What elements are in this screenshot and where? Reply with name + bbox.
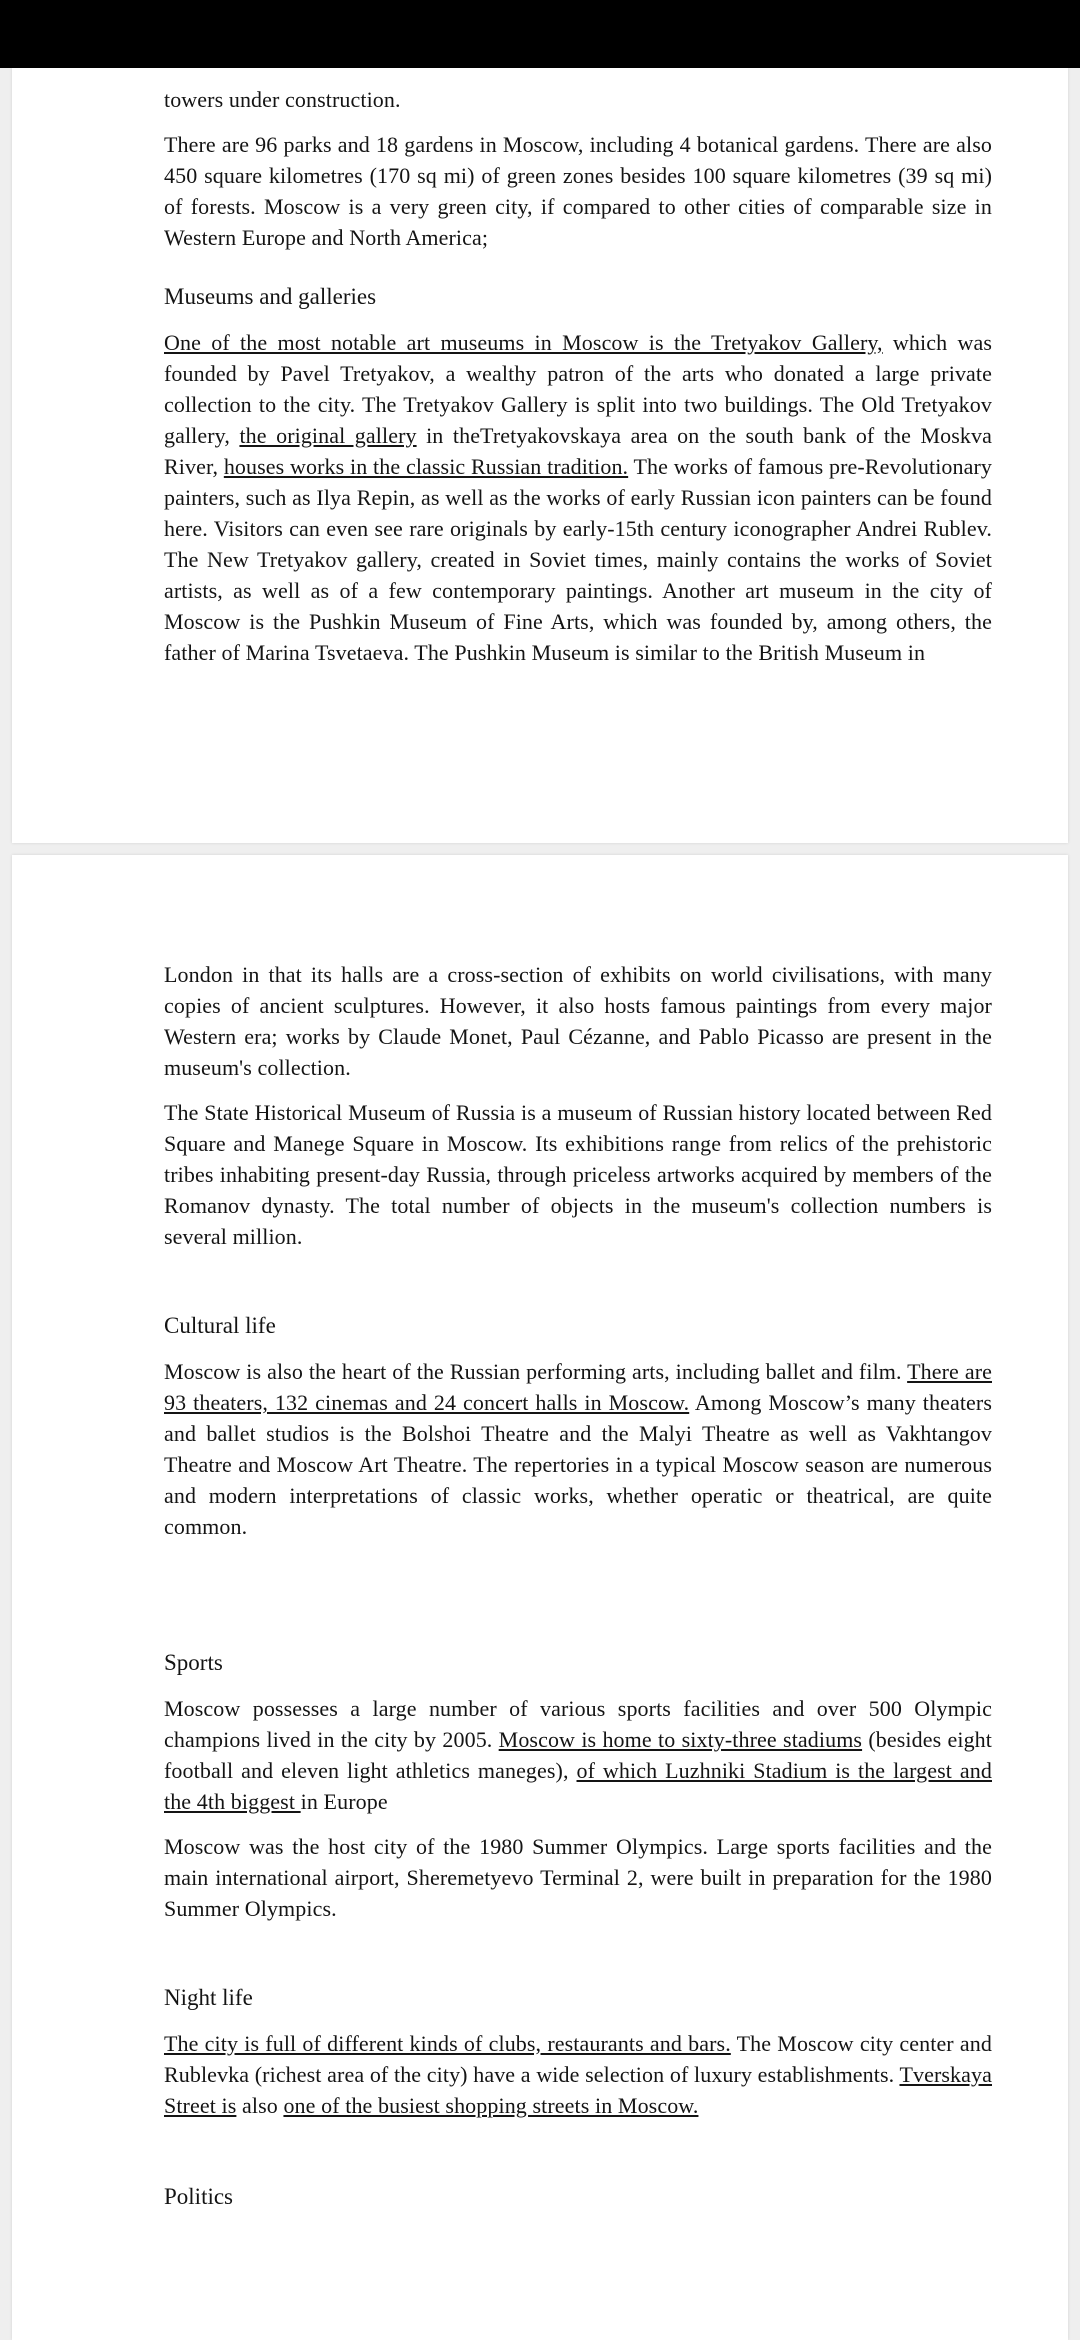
- text-run: The works of famous pre-Revolutionary painters, such as Ilya Repin, as well as the works of early Russian icon painters can be found here. Visitors can even see rare originals by early-15th century iconographer Andrei Rublev. The New Tretyakov gallery, created in Soviet times, mainly contains the works of Soviet artists, as well as of a few contemporary paintings. Another art museum in the city of Moscow is the Pushkin Museum of Fine Arts, which was founded by, among others, the father of Marina Tsvetaeva. The Pushkin Museum is similar to the British Museum in: [164, 454, 993, 665]
- heading-museums-and-galleries: Museums and galleries: [164, 284, 377, 309]
- paragraph-state-historical-museum: The State Historical Museum of Russia is a museum of Russian history located between Red Square and Manege Square in Moscow. Its exhibitions range from relics of the prehistoric tribes inhabiting present-day Russia, through priceless artworks acquired by members of the Romanov dynasty. The total number of objects in the museum's collection numbers is several million.: [164, 1100, 992, 1249]
- heading-politics: Politics: [164, 2184, 234, 2209]
- text-run: Among Moscow’s many theaters and ballet studios is the Bolshoi Theatre and the Malyi Theatre as well as Vakhtangov Theatre and Moscow Art Theatre. The repertories in a typical Moscow season are numerous and modern interpretations of classic works, whether operatic or theatrical, are quite common.: [164, 1390, 993, 1539]
- paragraph-sports-olympics: Moscow was the host city of the 1980 Summer Olympics. Large sports facilities and the main international airport, Sheremetyevo Terminal 2, were built in preparation for the 1980 Summer Olympics.: [164, 1834, 992, 1921]
- status-bar: [0, 0, 1080, 68]
- text-run: in theTretyakovskaya area on the south bank of the Moskva River,: [164, 423, 992, 479]
- text-run: (besides eight football and eleven light athletics maneges),: [164, 1727, 992, 1783]
- text-run: in Europe: [300, 1789, 388, 1814]
- document-scroll-area[interactable]: [0, 68, 1080, 2340]
- heading-sports: Sports: [164, 1650, 223, 1675]
- underlined-text-run: the original gallery: [239, 423, 417, 448]
- paragraph-fragment-towers: towers under construction.: [164, 87, 401, 112]
- text-run: also: [236, 2093, 284, 2118]
- text-run: Moscow possesses a large number of various sports facilities and over 500 Olympic champions lived in the city by 2005.: [164, 1696, 992, 1752]
- document-page-2: [12, 855, 1068, 2340]
- underlined-text-run: There are 93 theaters, 132 cinemas and 24 concert halls in Moscow.: [164, 1359, 992, 1415]
- underlined-text-run: houses works in the classic Russian tradition.: [223, 454, 629, 479]
- underlined-text-run: of which Luzhniki Stadium is the largest and the 4th biggest: [164, 1758, 992, 1814]
- heading-cultural-life: Cultural life: [164, 1313, 276, 1338]
- document-page-1: [12, 68, 1068, 843]
- underlined-text-run: Moscow is home to sixty-three stadiums: [498, 1727, 863, 1752]
- page-gap: [0, 843, 1080, 855]
- underlined-text-run: The city is full of different kinds of clubs, restaurants and bars.: [164, 2031, 731, 2056]
- text-run: which was founded by Pavel Tretyakov, a wealthy patron of the arts who donated a large private collection to the city. The Tretyakov Gallery is split into two buildings. The Old Tretyakov gallery,: [164, 330, 992, 448]
- underlined-text-run: Tverskaya Street is: [164, 2062, 992, 2118]
- text-run: Moscow is also the heart of the Russian performing arts, including ballet and film.: [164, 1359, 908, 1384]
- underlined-text-run: One of the most notable art museums in Moscow is the Tretyakov Gallery,: [164, 330, 883, 355]
- text-run: The Moscow city center and Rublevka (richest area of the city) have a wide selection of luxury establishments.: [164, 2031, 992, 2087]
- underlined-text-run: one of the busiest shopping streets in Moscow.: [283, 2093, 699, 2118]
- paragraph-cultural-life: [164, 1356, 992, 1542]
- paragraph-night-life: [164, 2028, 992, 2121]
- paragraph-london-comparison: London in that its halls are a cross-section of exhibits on world civilisations, with many copies of ancient sculptures. However, it also hosts famous paintings from every major Western era; works by Claude Monet, Paul Cézanne, and Pablo Picasso are present in the museum's collection.: [164, 962, 992, 1080]
- heading-night-life: Night life: [164, 1985, 253, 2010]
- paragraph-sports-stadiums: [164, 1693, 992, 1817]
- paragraph-parks-gardens: There are 96 parks and 18 gardens in Moscow, including 4 botanical gardens. There are also 450 square kilometres (170 sq mi) of green zones besides 100 square kilometres (39 sq mi) of forests. Moscow is a very green city, if compared to other cities of comparable size in Western Europe and North America;: [164, 132, 992, 250]
- paragraph-museums-galleries: [164, 327, 992, 668]
